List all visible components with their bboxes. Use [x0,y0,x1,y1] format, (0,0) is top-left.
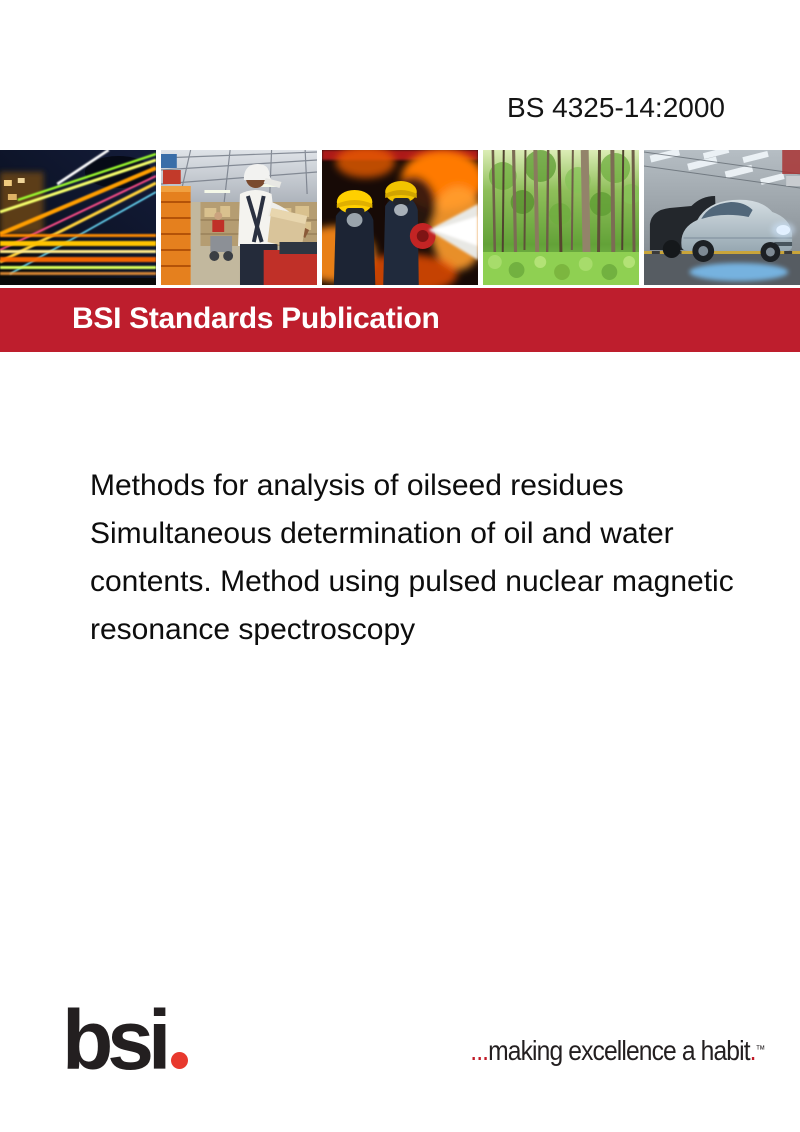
bsi-logo-text: bsi [62,993,166,1087]
title-line-4: resonance spectroscopy [90,613,416,646]
warehouse-worker-photo [161,150,317,285]
title-line-3: contents. Method using pulsed nuclear magnetic [90,565,734,598]
car-assembly-photo [644,150,800,285]
photo-strip [0,150,800,285]
title-line-2: Simultaneous determination of oil and water [90,517,674,550]
firefighters-photo [322,150,478,285]
trademark-symbol: ™ [755,1044,765,1056]
title-line-1: Methods for analysis of oilseed residues [90,469,624,502]
tagline-text: making excellence a habit [487,1035,750,1066]
bsi-logo-dot-icon [171,1052,188,1069]
bsi-logo [62,993,188,1087]
standard-title [90,462,770,654]
tagline-end-dot: . [749,1035,756,1066]
light-trails-photo [0,150,156,285]
banner-title: BSI Standards Publication [72,302,440,335]
banner [0,288,800,352]
document-number: BS 4325-14:2000 [507,92,725,123]
forest-photo [483,150,639,285]
tagline [470,1036,765,1066]
tagline-dots: ... [469,1035,488,1066]
